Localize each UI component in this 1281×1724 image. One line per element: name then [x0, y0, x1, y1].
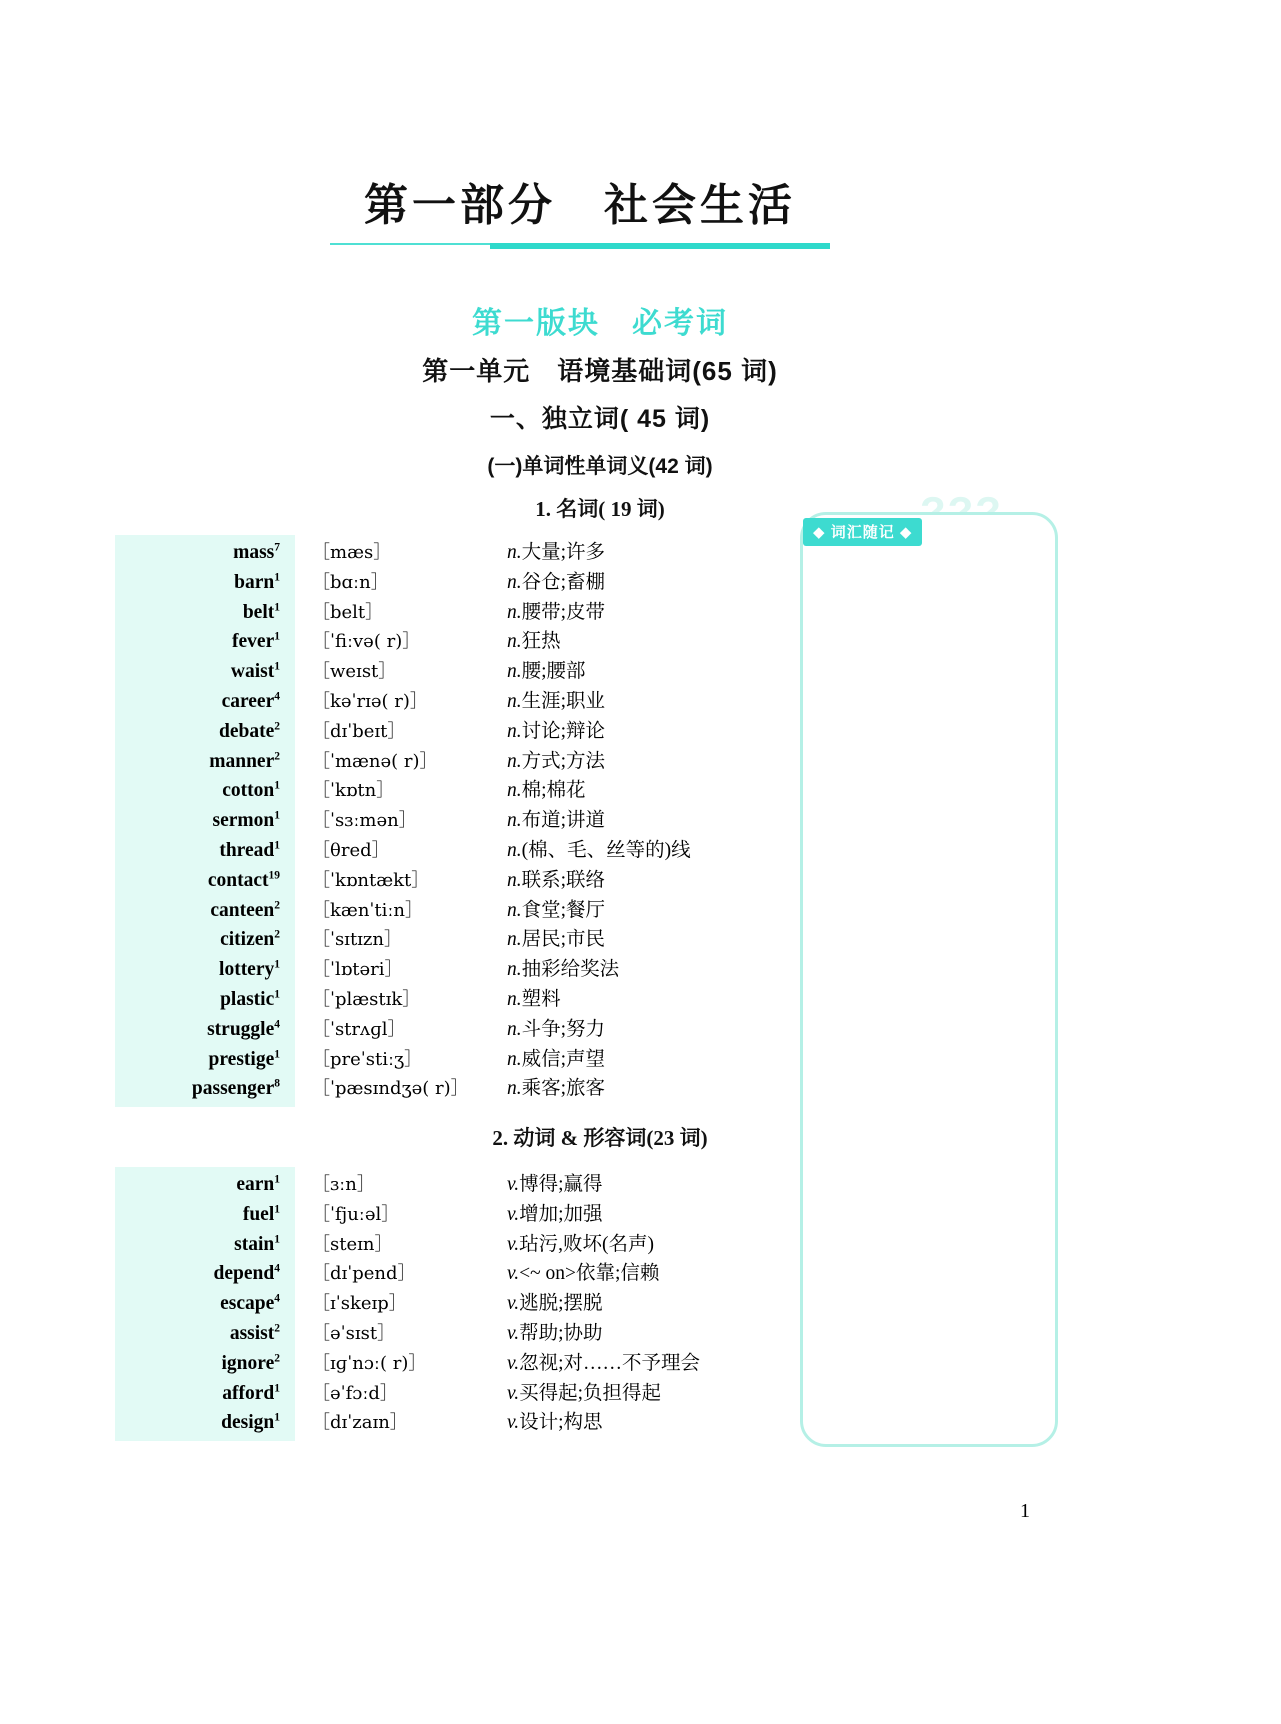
word-meaning: 谷仓;畜棚	[521, 571, 606, 593]
vocab-note-box[interactable]	[800, 512, 1058, 1447]
word-meaning: 联系;联络	[521, 869, 606, 891]
word-entry-row	[115, 1349, 815, 1379]
word-meaning: 增加;加强	[519, 1203, 603, 1225]
word-definition	[507, 1045, 605, 1075]
word-meaning: (棉、毛、丝等的)线	[521, 839, 691, 861]
word-definition	[507, 925, 605, 955]
word-entry-row	[115, 1170, 815, 1200]
word-definition	[507, 1259, 659, 1289]
word-term: fever$^1$	[232, 630, 280, 653]
word-part-of-speech: v.	[507, 1174, 520, 1195]
word-meaning: 买得起;负担得起	[519, 1382, 662, 1404]
word-term: barn$^1$	[234, 571, 280, 593]
word-part-of-speech: v.	[507, 1233, 520, 1255]
word-term: canteen$^2$	[210, 899, 280, 921]
word-definition	[507, 836, 691, 866]
main-title-text: 第一部分 社会生活	[364, 181, 796, 230]
word-part-of-speech: n.	[507, 810, 522, 832]
word-meaning: 布道;讲道	[521, 810, 606, 832]
group-title: 一、独立词( 45 词)	[489, 405, 711, 433]
word-meaning: 大量;许多	[521, 542, 606, 563]
word-entry-row	[115, 538, 815, 568]
page-number: 1	[1020, 1500, 1030, 1522]
word-meaning: 抽彩给奖法	[521, 959, 620, 981]
word-phonetic: ［preˈstiːʒ］	[312, 1048, 423, 1070]
word-definition	[507, 687, 605, 717]
word-definition	[507, 1349, 700, 1379]
word-phonetic: ［dɪˈbeɪt］	[312, 720, 406, 742]
title-underline-thick	[490, 243, 830, 249]
word-definition	[507, 1200, 603, 1230]
word-term: passenger$^8$	[191, 1077, 280, 1100]
word-term: career$^4$	[221, 690, 280, 712]
word-frequency-superscript: 1	[274, 1411, 280, 1424]
word-phonetic: ［ˈplæstɪk］	[312, 988, 421, 1010]
word-term: contact$^{19}$	[207, 869, 280, 891]
word-phonetic: ［belt］	[312, 601, 384, 623]
word-meaning: 博得;赢得	[519, 1174, 603, 1195]
word-term: waist$^1$	[230, 660, 280, 683]
word-meaning: 设计;构思	[519, 1412, 603, 1434]
word-entry-row	[115, 836, 815, 866]
word-frequency-superscript: 1	[274, 1203, 280, 1216]
word-term: afford$^1$	[222, 1382, 280, 1404]
word-entry-row	[115, 747, 815, 777]
word-term: prestige$^1$	[208, 1048, 280, 1070]
word-part-of-speech: v.	[507, 1412, 520, 1434]
word-phonetic: ［steɪn］	[312, 1233, 393, 1255]
word-meaning: 帮助;协助	[519, 1322, 603, 1344]
word-frequency-superscript: 1	[274, 1048, 280, 1061]
word-definition	[507, 985, 561, 1015]
word-definition	[507, 1408, 603, 1438]
word-part-of-speech: v.	[507, 1382, 520, 1404]
word-frequency-superscript: 1	[274, 1233, 280, 1246]
word-phonetic: ［θred］	[312, 839, 390, 861]
word-term: stain$^1$	[234, 1233, 280, 1255]
word-term: debate$^2$	[219, 720, 280, 742]
word-definition	[507, 806, 605, 836]
word-definition	[507, 1230, 654, 1260]
word-meaning: 生涯;职业	[521, 690, 606, 712]
word-meaning: 威信;声望	[521, 1048, 606, 1070]
word-frequency-superscript: 1	[274, 571, 280, 584]
word-frequency-superscript: 19	[268, 869, 280, 882]
word-frequency-superscript: 2	[274, 720, 280, 733]
word-phonetic: ［əˈsɪst］	[312, 1322, 396, 1344]
word-definition	[507, 1319, 603, 1349]
word-entry-row	[115, 1289, 815, 1319]
word-meaning: <~ on>依靠;信赖	[519, 1263, 660, 1285]
word-frequency-superscript: 1	[274, 779, 280, 792]
word-definition	[507, 1170, 603, 1200]
word-part-of-speech: v.	[507, 1293, 520, 1315]
word-phonetic: ［ˈstrʌɡl］	[312, 1018, 406, 1040]
word-part-of-speech: n.	[507, 1048, 522, 1070]
word-meaning: 腰带;皮带	[521, 601, 606, 623]
word-list-nouns	[115, 538, 815, 1104]
word-part-of-speech: v.	[507, 1352, 520, 1374]
word-part-of-speech: n.	[507, 899, 522, 921]
word-part-of-speech: n.	[507, 1018, 522, 1040]
word-entry-row	[115, 985, 815, 1015]
word-frequency-superscript: 1	[274, 839, 280, 852]
word-term: escape$^4$	[220, 1292, 280, 1315]
word-part-of-speech: n.	[507, 631, 522, 653]
word-term: lottery$^1$	[219, 958, 280, 981]
word-part-of-speech: n.	[507, 929, 522, 951]
word-entry-row	[115, 1259, 815, 1289]
word-phonetic: ［kænˈtiːn］	[312, 899, 424, 921]
word-term: mass$^7$	[233, 541, 280, 563]
word-definition	[507, 627, 561, 657]
word-phonetic: ［dɪˈpend］	[312, 1263, 416, 1285]
word-definition	[507, 657, 586, 687]
word-definition	[507, 747, 605, 777]
subgroup-title: (一)单词性单词义(42 词)	[487, 455, 713, 478]
word-term: design$^1$	[221, 1411, 280, 1434]
word-frequency-superscript: 1	[274, 958, 280, 971]
page-title	[330, 178, 830, 233]
word-term: belt$^1$	[242, 601, 280, 623]
word-part-of-speech: n.	[507, 988, 522, 1010]
word-definition	[507, 776, 586, 806]
word-entry-row	[115, 1200, 815, 1230]
word-meaning: 忽视;对……不予理会	[519, 1352, 701, 1374]
word-phonetic: ［dɪˈzaɪn］	[312, 1412, 408, 1434]
word-phonetic: ［ˈfiːvə( r)］	[312, 631, 421, 653]
word-part-of-speech: n.	[507, 869, 522, 891]
section-heading-verbs: 2. 动词 & 形容词(23 词)	[492, 1126, 708, 1150]
word-meaning: 棉;棉花	[521, 780, 586, 802]
word-phonetic: ［weɪst］	[312, 661, 397, 683]
word-phonetic: ［ɪɡˈnɔː( r)］	[312, 1352, 427, 1374]
word-term: manner$^2$	[209, 750, 280, 772]
word-meaning: 斗争;努力	[521, 1018, 606, 1040]
word-frequency-superscript: 1	[274, 660, 280, 673]
word-meaning: 方式;方法	[521, 750, 606, 772]
word-term: thread$^1$	[219, 839, 280, 861]
word-entry-row	[115, 717, 815, 747]
word-frequency-superscript: 1	[274, 809, 280, 822]
word-entry-row	[115, 1074, 815, 1104]
word-list-verbs	[115, 1170, 815, 1438]
word-entry-row	[115, 1045, 815, 1075]
word-part-of-speech: n.	[507, 780, 522, 802]
word-definition	[507, 538, 605, 568]
word-part-of-speech: n.	[507, 542, 522, 563]
word-phonetic: ［kəˈrɪə( r)］	[312, 690, 428, 712]
word-meaning: 讨论;辩论	[521, 720, 606, 742]
vocab-note-label: ◆ 词汇随记 ◆	[803, 518, 922, 546]
word-phonetic: ［ɜːn］	[312, 1174, 375, 1195]
word-meaning: 玷污,败坏(名声)	[519, 1233, 654, 1255]
word-definition	[507, 1074, 605, 1104]
word-phonetic: ［bɑːn］	[312, 571, 389, 593]
word-entry-row	[115, 1015, 815, 1045]
word-phonetic: ［ˈfjuːəl］	[312, 1203, 400, 1225]
word-meaning: 居民;市民	[521, 929, 606, 951]
word-frequency-superscript: 4	[274, 690, 280, 703]
word-phonetic: ［ˈsɪtɪzn］	[312, 929, 403, 951]
word-term: fuel$^1$	[242, 1203, 280, 1225]
word-frequency-superscript: 4	[274, 1292, 280, 1305]
word-term: assist$^2$	[229, 1322, 280, 1344]
word-term: cotton$^1$	[222, 779, 280, 802]
word-entry-row	[115, 627, 815, 657]
word-entry-row	[115, 896, 815, 926]
word-phonetic: ［ɪˈskeɪp］	[312, 1293, 407, 1315]
word-frequency-superscript: 2	[274, 1352, 280, 1365]
word-definition	[507, 1015, 605, 1045]
word-term: plastic$^1$	[220, 988, 280, 1010]
word-part-of-speech: n.	[507, 959, 522, 981]
word-phonetic: ［ˈpæsɪndʒə( r)］	[312, 1078, 469, 1100]
word-definition	[507, 598, 605, 628]
word-term: depend$^4$	[213, 1262, 280, 1285]
word-definition	[507, 1289, 603, 1319]
word-meaning: 塑料	[521, 988, 561, 1010]
word-frequency-superscript: 2	[274, 1322, 280, 1335]
word-entry-row	[115, 806, 815, 836]
word-frequency-superscript: 2	[274, 899, 280, 912]
word-entry-row	[115, 598, 815, 628]
word-definition	[507, 896, 605, 926]
word-part-of-speech: n.	[507, 720, 522, 742]
word-part-of-speech: n.	[507, 839, 522, 861]
word-entry-row	[115, 866, 815, 896]
word-entry-row	[115, 1230, 815, 1260]
block-title: 第一版块 必考词	[472, 307, 728, 340]
word-frequency-superscript: 1	[274, 1173, 280, 1186]
word-phonetic: ［ˈsɜːmən］	[312, 810, 417, 832]
word-part-of-speech: n.	[507, 1078, 522, 1100]
word-term: ignore$^2$	[221, 1352, 280, 1374]
word-entry-row	[115, 1319, 815, 1349]
word-meaning: 腰;腰部	[521, 661, 586, 683]
word-definition	[507, 717, 605, 747]
word-frequency-superscript: 2	[274, 928, 280, 941]
word-phonetic: ［ˈmænə( r)］	[312, 750, 438, 772]
word-meaning: 乘客;旅客	[521, 1078, 606, 1100]
word-meaning: 食堂;餐厅	[521, 899, 606, 921]
word-definition	[507, 568, 605, 598]
word-part-of-speech: n.	[507, 661, 522, 683]
word-entry-row	[115, 955, 815, 985]
word-definition	[507, 1379, 661, 1409]
word-frequency-superscript: 4	[274, 1262, 280, 1275]
word-part-of-speech: v.	[507, 1263, 520, 1285]
word-entry-row	[115, 925, 815, 955]
word-phonetic: ［əˈfɔːd］	[312, 1382, 398, 1404]
word-frequency-superscript: 2	[274, 750, 280, 763]
word-part-of-speech: n.	[507, 601, 522, 623]
section-heading-nouns: 1. 名词( 19 词)	[535, 497, 665, 521]
word-term: struggle$^4$	[207, 1018, 280, 1040]
word-frequency-superscript: 1	[274, 1382, 280, 1395]
word-term: citizen$^2$	[220, 928, 280, 951]
word-frequency-superscript: 8	[274, 1077, 280, 1090]
word-meaning: 狂热	[521, 631, 561, 653]
word-frequency-superscript: 1	[274, 601, 280, 614]
word-frequency-superscript: 1	[274, 630, 280, 643]
word-part-of-speech: v.	[507, 1322, 520, 1344]
word-definition	[507, 866, 605, 896]
word-frequency-superscript: 7	[274, 541, 280, 554]
word-phonetic: ［mæs］	[312, 542, 392, 563]
word-meaning: 逃脱;摆脱	[519, 1293, 603, 1315]
word-entry-row	[115, 776, 815, 806]
unit-title: 第一单元 语境基础词(65 词)	[422, 356, 778, 386]
word-part-of-speech: n.	[507, 571, 522, 593]
word-entry-row	[115, 657, 815, 687]
word-entry-row	[115, 1379, 815, 1409]
word-part-of-speech: n.	[507, 690, 522, 712]
word-term: earn$^1$	[236, 1173, 280, 1195]
word-phonetic: ［ˈkɒntækt］	[312, 869, 430, 891]
word-phonetic: ［ˈlɒtəri］	[312, 959, 403, 981]
word-term: sermon$^1$	[212, 809, 280, 832]
word-part-of-speech: n.	[507, 750, 522, 772]
word-entry-row	[115, 687, 815, 717]
word-phonetic: ［ˈkɒtn］	[312, 780, 395, 802]
word-definition	[507, 955, 619, 985]
word-part-of-speech: v.	[507, 1203, 520, 1225]
word-frequency-superscript: 4	[274, 1018, 280, 1031]
word-entry-row	[115, 568, 815, 598]
word-frequency-superscript: 1	[274, 988, 280, 1001]
word-entry-row	[115, 1408, 815, 1438]
